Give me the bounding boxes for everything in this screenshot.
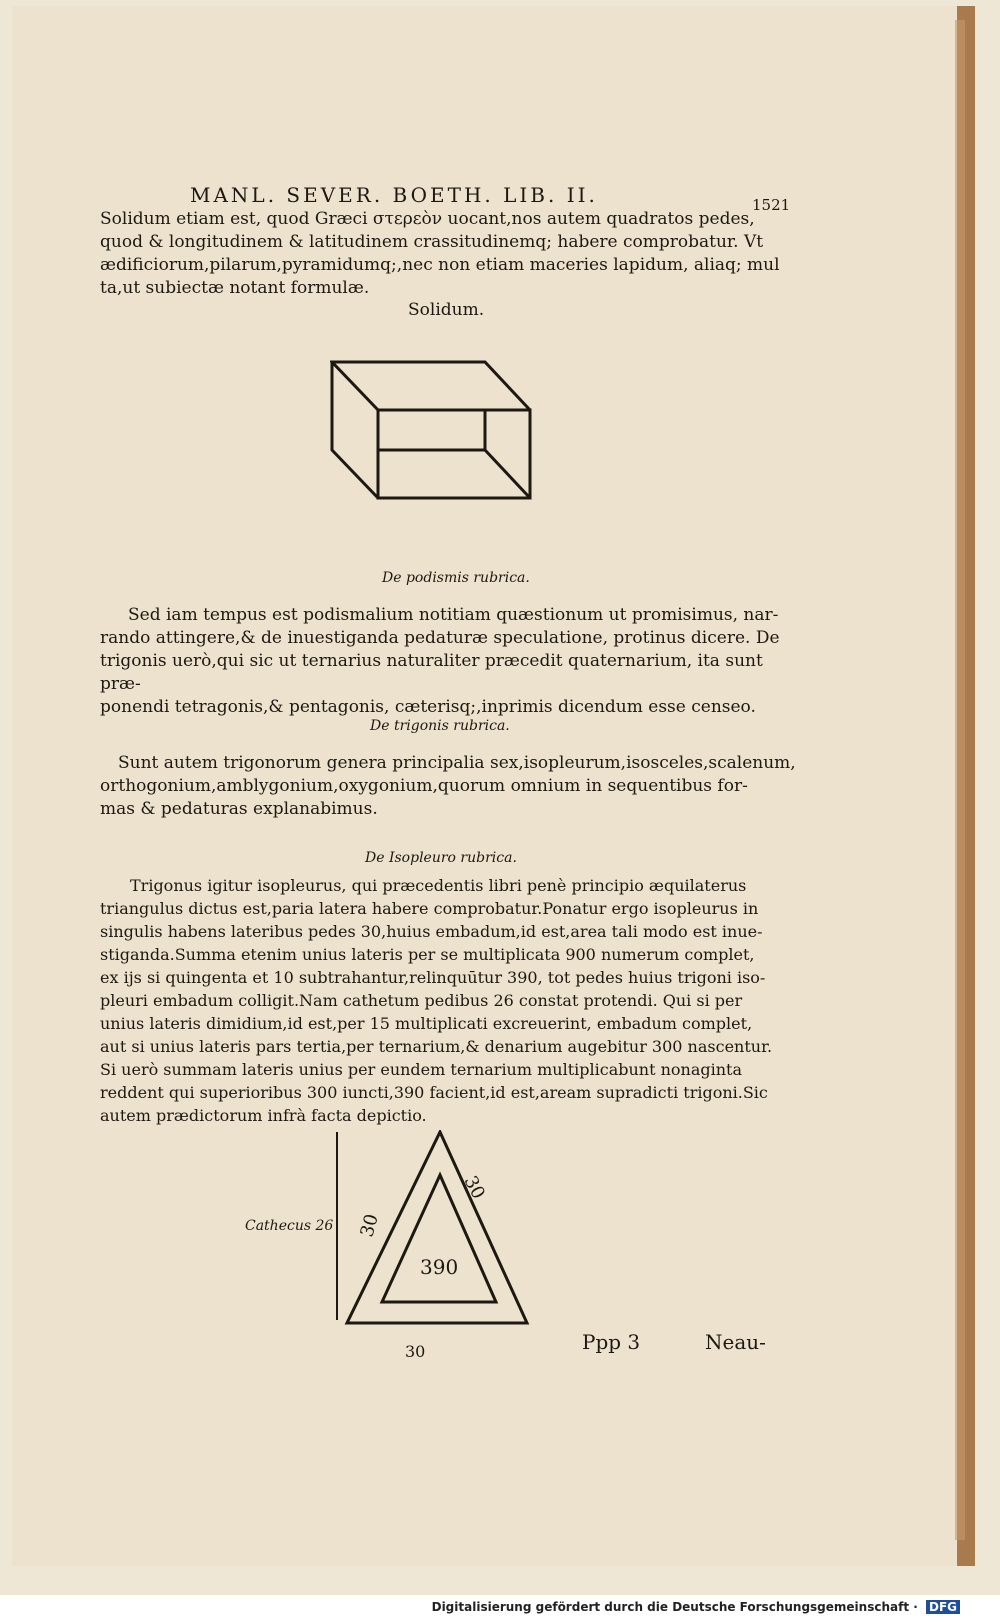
text-line: aut si unius lateris pars tertia,per ternarium,& denarium augebitur 300 nascentur. [100,1037,773,1056]
isopleurus-triangle-figure [320,1130,535,1330]
text-line: triangulus dictus est,paria latera habere comprobatur.Ponatur ergo isopleurus in [100,899,759,918]
text-line: Sed iam tempus est podismalium notitiam quæstionum ut promisimus, nar- [128,605,779,625]
running-title: MANL. SEVER. BOETH. LIB. II. [190,183,598,207]
text-line: pleuri embadum colligit.Nam cathetum pedibus 26 constat protendi. Qui si per [100,991,743,1010]
signature-mark: Ppp 3 [582,1330,641,1354]
figure-caption: Solidum. [408,300,485,320]
catchword: Neau- [705,1330,766,1354]
intro-paragraph [100,208,800,300]
text-line: singulis habens lateribus pedes 30,huius embadum,id est,area tali modo est inue- [100,922,763,941]
dfg-logo: DFG [926,1600,960,1614]
solid-box-figure [330,360,540,505]
page-edge [955,20,965,1540]
footer-credit: Digitalisierung gefördert durch die Deutsche Forschungsgemeinschaft [431,1600,910,1614]
text-line: stiganda.Summa etenim unius lateris per se multiplicata 900 numerum complet, [100,945,755,964]
box-inner-line [485,450,530,498]
footer: Digitalisierung gefördert durch die Deutsche Forschungsgemeinschaft · DFG [432,1600,960,1614]
text-line: rando attingere,& de inuestiganda pedaturæ speculatione, protinus dicere. De [100,628,780,648]
text-line: reddent qui superioribus 300 iuncti,390 facient,id est,aream supradicti trigoni.Sic [100,1083,768,1102]
cathetus-label: Cathecus 26 [245,1218,334,1234]
box-top-edge [332,362,530,410]
trigonis-paragraph [100,752,800,821]
text-line: quod & longitudinem & latitudinem crassitudinemq; habere comprobatur. Vt [100,232,764,252]
rubric-isopleuro: De Isopleuro rubrica. [365,850,517,866]
text-line: autem prædictorum infrà facta depictio. [100,1106,427,1125]
rubric-trigonis: De trigonis rubrica. [370,718,510,734]
text-line: Trigonus igitur isopleurus, qui præcedentis libri penè principio æquilaterus [130,876,747,895]
area-label: 390 [420,1255,459,1279]
box-side-edge [332,362,378,498]
isopleuro-paragraph [100,874,800,1127]
text-line: ta,ut subiectæ notant formulæ. [100,278,370,298]
box-front-face [378,410,530,498]
text-line: ædificiorum,pilarum,pyramidumq;,nec non etiam maceries lapidum, aliaq; mul [100,255,780,275]
text-line: Si uerò summam lateris unius per eundem ternarium multiplicabunt nonaginta [100,1060,743,1079]
text-line: ponendi tetragonis,& pentagonis, cæterisq;,inprimis dicendum esse censeo. [100,697,756,717]
page-number: 1521 [752,196,791,214]
text-line: ex ijs si quingenta et 10 subtrahantur,relinquūtur 390, tot pedes huius trigoni iso- [100,968,766,987]
left-side-label: 30 [356,1211,383,1240]
text-line: trigonis uerò,qui sic ut ternarius naturaliter præcedit quaternarium, ita sunt præ- [100,651,763,694]
rubric-podismis: De podismis rubrica. [382,570,530,586]
text-line: mas & pedaturas explanabimus. [100,799,378,819]
text-line: unius lateris dimidium,id est,per 15 multiplicati excreuerint, embadum complet, [100,1014,753,1033]
text-line: Solidum etiam est, quod Græci στερεὸν uocant,nos autem quadratos pedes, [100,209,755,229]
podismis-paragraph [100,604,800,719]
text-line: Sunt autem trigonorum genera principalia sex,isopleurum,isosceles,scalenum, [118,753,796,773]
base-label: 30 [405,1342,426,1361]
right-side-label: 30 [459,1172,489,1203]
text-line: orthogonium,amblygonium,oxygonium,quorum omnium in sequentibus for- [100,776,748,796]
